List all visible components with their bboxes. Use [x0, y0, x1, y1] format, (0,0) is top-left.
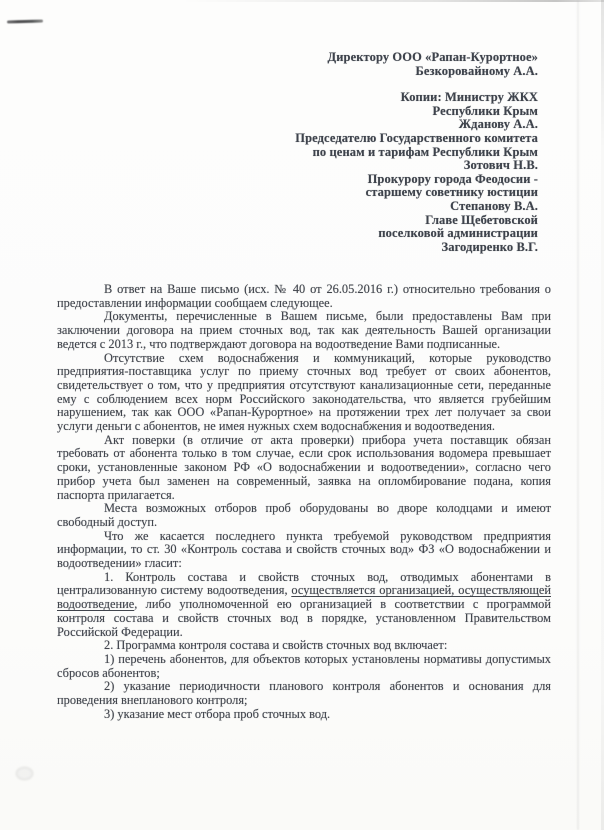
- paragraph-sampling-sites: [57, 502, 551, 529]
- recipient-line: Безкоровайному А.А.: [415, 63, 538, 78]
- copy-line: Степанову В.А.: [450, 198, 538, 213]
- paragraph-text: Отсутствие схем водоснабжения и коммуникаций, которые руководство предприятия-поставщика услуг по приему сточных вод требует от своих абонентов, свидетельствует о том, что у предприятия отсутствуют канализационные сети, переданные ему с соблюдением всех норм Российского законодательства, что является грубейшим нарушением, так как ООО «Рапан-Курортное» на протяжении трех лет получает за свои услуги деньги с абонентов, не имея нужных схем водоснабжения и водоотведения.: [57, 350, 551, 434]
- paragraph-intro: [57, 283, 551, 310]
- paragraph-text: В ответ на Ваше письмо (исх. № 40 от 26.05.2016 г.) относительно требования о предоставлении информации сообщаем следующее.: [57, 282, 551, 310]
- copy-line: Копии: Министру ЖКХ: [400, 90, 538, 105]
- paragraph-text: Места возможных отборов проб оборудованы во дворе колодцами и имеют свободный доступ.: [57, 501, 551, 529]
- paragraph-text: Что же касается последнего пункта требуемой руководством предприятия информации, то ст. 30 «Контроль состава и свойств сточных вод» ФЗ «О водоснабжении и водоотведении» гласит:: [57, 528, 551, 571]
- paragraph-text: , либо уполномоченной ею организацией в соответствии с программой контроля состава и свойств сточных вод в порядке, установленном Правительством Российской Федерации.: [57, 597, 551, 639]
- copy-line: старшему советнику юстиции: [365, 185, 538, 200]
- copy-line: Прокурору города Феодосии -: [367, 171, 538, 186]
- paragraph-text: 2) указание периодичности планового контроля абонентов и основания для проведения внепланового контроля;: [57, 679, 551, 708]
- paragraph-law-item-1: [57, 571, 551, 640]
- paragraph-subitem-2: [57, 680, 551, 707]
- scan-artifact-top-edge: [0, 0, 604, 2]
- copy-line: Главе Щебетовской: [425, 212, 538, 227]
- underlined-law-phrase: осуществляется организацией, осуществляющей водоотведение: [57, 583, 551, 612]
- copy-line: Республики Крым: [432, 103, 538, 118]
- paragraph-subitem-3: [57, 708, 551, 722]
- paragraph-documents: [57, 310, 551, 351]
- paragraph-text: 2. Программа контроля состава и свойств сточных вод включает:: [104, 638, 448, 653]
- scan-artifact-dash-mark: [7, 19, 43, 23]
- recipient-block: [295, 51, 538, 78]
- scan-artifact-crease: [577, 0, 579, 830]
- paragraph-text: 1. Контроль состава и свойств сточных вод, отводимых абонентами в централизованную систему водоотведения,: [57, 569, 551, 598]
- paragraph-text: 3) указание мест отбора проб сточных вод.: [104, 706, 331, 721]
- recipient-line: Директору ООО «Рапан-Курортное»: [327, 50, 538, 64]
- letter-body: [57, 283, 551, 722]
- paragraph-law-item-2: [57, 639, 551, 653]
- paragraph-meter-act: [57, 434, 551, 503]
- paragraph-law-reference: [57, 530, 551, 571]
- address-header-block: [295, 51, 538, 254]
- copy-line: Зотович Н.В.: [463, 158, 538, 173]
- copy-line: Председателю Государственного комитета: [295, 130, 538, 145]
- copy-line: Жданову А.А.: [458, 117, 538, 132]
- scan-artifact-smudge: [16, 767, 33, 780]
- paragraph-text: 1) перечень абонентов, для объектов которых установлены нормативы допустимых сбросов абонентов;: [57, 651, 551, 680]
- paragraph-text: Акт поверки (в отличие от акта проверки) прибора учета поставщик обязан требовать от абонента только в том случае, если срок использования водомера превышает сроки, установленные законом РФ «О водоснабжении и водоотведении», согласно чего прибор учета был заменен на современный, заявка на опломбирование подана, копия паспорта прилагается.: [57, 432, 551, 502]
- copies-block: [295, 91, 538, 254]
- paragraph-schemes: [57, 352, 551, 434]
- copy-line: Загодиренко В.Г.: [441, 239, 538, 254]
- paragraph-text: Документы, перечисленные в Вашем письме, были предоставлены Вам при заключении договора на прием сточных вод, так как деятельность Вашей организации ведется с 2013 г., что подтверждают договора на водоотведение Вами подписанные.: [57, 309, 551, 351]
- copy-line: поселковой администрации: [378, 226, 538, 241]
- copy-line: по ценам и тарифам Республики Крым: [312, 144, 538, 159]
- paragraph-subitem-1: [57, 653, 551, 680]
